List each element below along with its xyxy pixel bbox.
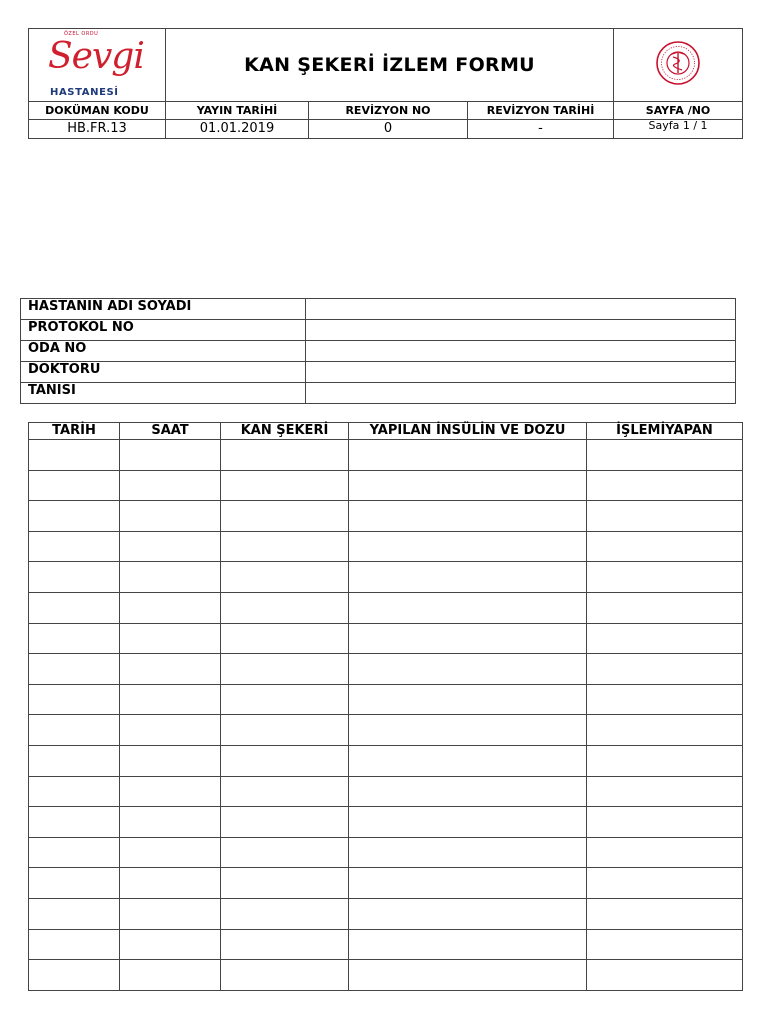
revision-no-value: 0	[309, 120, 468, 139]
log-cell-insulin-dose[interactable]	[349, 684, 587, 715]
log-row	[29, 654, 743, 685]
log-cell-blood-sugar[interactable]	[221, 684, 349, 715]
header-col-pub-date: YAYIN TARİHİ	[166, 102, 309, 120]
log-cell-time[interactable]	[120, 684, 221, 715]
log-row	[29, 501, 743, 532]
patient-row	[21, 299, 736, 320]
log-cell-blood-sugar[interactable]	[221, 960, 349, 991]
log-cell-blood-sugar[interactable]	[221, 929, 349, 960]
patient-row	[21, 341, 736, 362]
log-cell-time[interactable]	[120, 654, 221, 685]
log-cell-blood-sugar[interactable]	[221, 470, 349, 501]
log-cell-date[interactable]	[29, 684, 120, 715]
log-cell-insulin-dose[interactable]	[349, 531, 587, 562]
log-cell-performed-by[interactable]	[587, 562, 743, 593]
log-cell-insulin-dose[interactable]	[349, 807, 587, 838]
log-cell-blood-sugar[interactable]	[221, 623, 349, 654]
log-cell-time[interactable]	[120, 715, 221, 746]
patient-label-diagnosis: TANISI	[21, 383, 306, 404]
patient-label-doctor: DOKTORU	[21, 362, 306, 383]
log-cell-insulin-dose[interactable]	[349, 929, 587, 960]
log-cell-performed-by[interactable]	[587, 684, 743, 715]
log-cell-insulin-dose[interactable]	[349, 868, 587, 899]
log-cell-time[interactable]	[120, 807, 221, 838]
log-row	[29, 684, 743, 715]
log-cell-date[interactable]	[29, 776, 120, 807]
log-cell-date[interactable]	[29, 960, 120, 991]
log-cell-performed-by[interactable]	[587, 898, 743, 929]
log-cell-blood-sugar[interactable]	[221, 501, 349, 532]
form-header	[28, 28, 743, 139]
ministry-seal-icon	[655, 40, 701, 86]
log-cell-date[interactable]	[29, 715, 120, 746]
patient-row	[21, 362, 736, 383]
patient-label-room: ODA NO	[21, 341, 306, 362]
patient-label-protocol: PROTOKOL NO	[21, 320, 306, 341]
log-cell-insulin-dose[interactable]	[349, 562, 587, 593]
patient-value-protocol[interactable]	[306, 320, 736, 341]
logo-tiny-text: ÖZEL ORDU	[64, 31, 99, 37]
log-cell-blood-sugar[interactable]	[221, 592, 349, 623]
log-cell-time[interactable]	[120, 868, 221, 899]
log-cell-time[interactable]	[120, 592, 221, 623]
log-row	[29, 776, 743, 807]
log-row	[29, 745, 743, 776]
patient-value-diagnosis[interactable]	[306, 383, 736, 404]
log-cell-time[interactable]	[120, 960, 221, 991]
log-cell-date[interactable]	[29, 440, 120, 471]
log-cell-date[interactable]	[29, 623, 120, 654]
log-cell-time[interactable]	[120, 440, 221, 471]
log-row	[29, 807, 743, 838]
doc-code-value: HB.FR.13	[29, 120, 166, 139]
log-cell-insulin-dose[interactable]	[349, 837, 587, 868]
log-cell-performed-by[interactable]	[587, 440, 743, 471]
log-cell-performed-by[interactable]	[587, 654, 743, 685]
log-cell-performed-by[interactable]	[587, 960, 743, 991]
log-cell-blood-sugar[interactable]	[221, 868, 349, 899]
log-row	[29, 592, 743, 623]
log-cell-date[interactable]	[29, 837, 120, 868]
log-cell-time[interactable]	[120, 470, 221, 501]
log-cell-time[interactable]	[120, 837, 221, 868]
log-cell-insulin-dose[interactable]	[349, 470, 587, 501]
log-cell-time[interactable]	[120, 562, 221, 593]
log-cell-performed-by[interactable]	[587, 776, 743, 807]
log-cell-blood-sugar[interactable]	[221, 776, 349, 807]
log-row	[29, 898, 743, 929]
log-cell-time[interactable]	[120, 623, 221, 654]
page-no-value: Sayfa 1 / 1	[614, 120, 743, 139]
log-cell-performed-by[interactable]	[587, 929, 743, 960]
log-cell-insulin-dose[interactable]	[349, 440, 587, 471]
log-cell-performed-by[interactable]	[587, 868, 743, 899]
log-row	[29, 868, 743, 899]
log-cell-insulin-dose[interactable]	[349, 960, 587, 991]
log-cell-blood-sugar[interactable]	[221, 440, 349, 471]
log-cell-date[interactable]	[29, 470, 120, 501]
log-cell-performed-by[interactable]	[587, 531, 743, 562]
log-cell-performed-by[interactable]	[587, 592, 743, 623]
log-cell-insulin-dose[interactable]	[349, 715, 587, 746]
log-cell-performed-by[interactable]	[587, 501, 743, 532]
patient-row	[21, 320, 736, 341]
seal-cell	[614, 29, 743, 102]
hospital-logo	[42, 31, 152, 99]
log-col-time: SAAT	[120, 423, 221, 440]
log-cell-date[interactable]	[29, 592, 120, 623]
log-cell-performed-by[interactable]	[587, 837, 743, 868]
log-cell-blood-sugar[interactable]	[221, 745, 349, 776]
log-cell-blood-sugar[interactable]	[221, 898, 349, 929]
form-title: KAN ŞEKERİ İZLEM FORMU	[166, 29, 614, 102]
patient-info-table	[20, 298, 736, 404]
logo-cell	[29, 29, 166, 102]
log-cell-time[interactable]	[120, 776, 221, 807]
log-cell-performed-by[interactable]	[587, 715, 743, 746]
log-cell-insulin-dose[interactable]	[349, 745, 587, 776]
revision-date-value: -	[468, 120, 614, 139]
log-cell-time[interactable]	[120, 898, 221, 929]
log-row	[29, 623, 743, 654]
header-col-doc-code: DOKÜMAN KODU	[29, 102, 166, 120]
log-row	[29, 562, 743, 593]
log-cell-blood-sugar[interactable]	[221, 807, 349, 838]
log-cell-blood-sugar[interactable]	[221, 562, 349, 593]
log-row	[29, 960, 743, 991]
logo-subtitle: HASTANESİ	[50, 87, 119, 98]
log-col-performed-by: İŞLEMİYAPAN	[587, 423, 743, 440]
log-cell-date[interactable]	[29, 807, 120, 838]
log-row	[29, 715, 743, 746]
log-cell-performed-by[interactable]	[587, 470, 743, 501]
log-cell-blood-sugar[interactable]	[221, 531, 349, 562]
log-cell-date[interactable]	[29, 501, 120, 532]
log-cell-insulin-dose[interactable]	[349, 501, 587, 532]
log-cell-date[interactable]	[29, 898, 120, 929]
log-cell-date[interactable]	[29, 745, 120, 776]
patient-value-doctor[interactable]	[306, 362, 736, 383]
log-cell-date[interactable]	[29, 562, 120, 593]
log-row	[29, 837, 743, 868]
log-cell-date[interactable]	[29, 531, 120, 562]
log-cell-performed-by[interactable]	[587, 623, 743, 654]
log-cell-insulin-dose[interactable]	[349, 898, 587, 929]
patient-label-name: HASTANIN ADI SOYADI	[21, 299, 306, 320]
log-cell-insulin-dose[interactable]	[349, 654, 587, 685]
log-cell-blood-sugar[interactable]	[221, 715, 349, 746]
log-cell-insulin-dose[interactable]	[349, 592, 587, 623]
log-row	[29, 440, 743, 471]
log-cell-insulin-dose[interactable]	[349, 776, 587, 807]
log-cell-blood-sugar[interactable]	[221, 837, 349, 868]
log-cell-performed-by[interactable]	[587, 807, 743, 838]
pub-date-value: 01.01.2019	[166, 120, 309, 139]
log-cell-time[interactable]	[120, 531, 221, 562]
log-body	[29, 440, 743, 991]
patient-value-room[interactable]	[306, 341, 736, 362]
log-cell-time[interactable]	[120, 745, 221, 776]
log-cell-insulin-dose[interactable]	[349, 623, 587, 654]
log-cell-performed-by[interactable]	[587, 745, 743, 776]
log-cell-blood-sugar[interactable]	[221, 654, 349, 685]
header-col-revision-date: REVİZYON TARİHİ	[468, 102, 614, 120]
log-cell-time[interactable]	[120, 501, 221, 532]
header-col-page-no: SAYFA /NO	[614, 102, 743, 120]
patient-value-name[interactable]	[306, 299, 736, 320]
log-row	[29, 531, 743, 562]
log-cell-date[interactable]	[29, 929, 120, 960]
log-row	[29, 929, 743, 960]
log-row	[29, 470, 743, 501]
logo-brand: Sevgi	[48, 36, 144, 77]
log-cell-time[interactable]	[120, 929, 221, 960]
log-col-date: TARİH	[29, 423, 120, 440]
log-col-blood-sugar: KAN ŞEKERİ	[221, 423, 349, 440]
log-cell-date[interactable]	[29, 868, 120, 899]
header-col-revision-no: REVİZYON NO	[309, 102, 468, 120]
log-col-insulin-dose: YAPILAN İNSÜLİN VE DOZU	[349, 423, 587, 440]
log-cell-date[interactable]	[29, 654, 120, 685]
blood-sugar-log-table	[28, 422, 743, 991]
patient-row	[21, 383, 736, 404]
